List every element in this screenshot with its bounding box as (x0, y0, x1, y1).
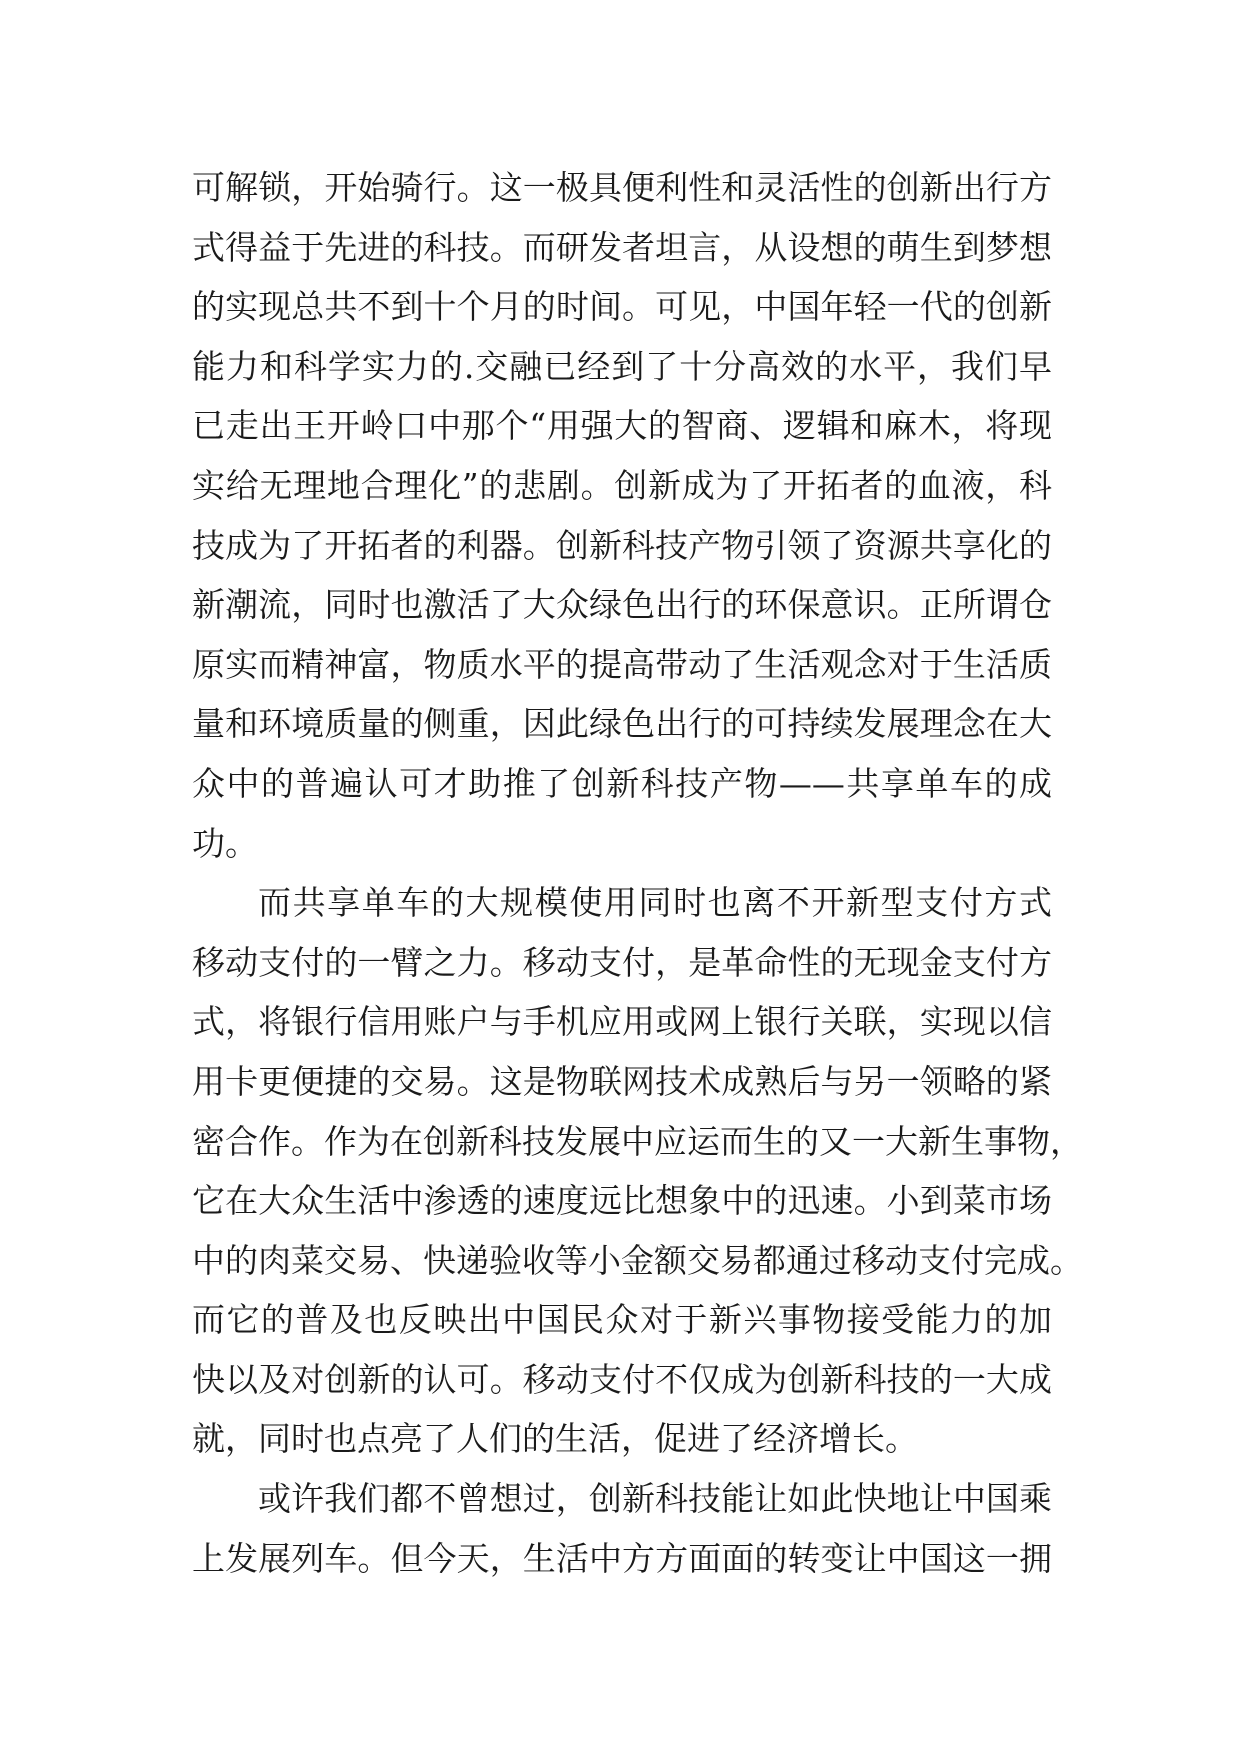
text-line: 中的肉菜交易、快递验收等小金额交易都通过移动支付完成。 (192, 1240, 1083, 1280)
text-line: 众中的普遍认可才助推了创新科技产物——共享单车的成 (192, 763, 1052, 803)
text-line: 快以及对创新的认可。移动支付不仅成为创新科技的一大成 (192, 1359, 1052, 1399)
text-line: 上发展列车。但今天，生活中方方面面的转变让中国这一拥 (192, 1538, 1052, 1578)
text-line: 原实而精神富，物质水平的提高带动了生活观念对于生活质 (192, 644, 1052, 684)
text-line: 或许我们都不曾想过，创新科技能让如此快地让中国乘 (258, 1479, 1052, 1519)
text-line: 移动支付的一臂之力。移动支付，是革命性的无现金支付方 (192, 942, 1052, 982)
text-line: 式得益于先进的科技。而研发者坦言，从设想的萌生到梦想 (192, 227, 1052, 267)
text-line: 技成为了开拓者的利器。创新科技产物引领了资源共享化的 (192, 525, 1052, 565)
text-line: 用卡更便捷的交易。这是物联网技术成熟后与另一领略的紧 (192, 1061, 1052, 1101)
text-line: 密合作。作为在创新科技发展中应运而生的又一大新生事物， (192, 1121, 1083, 1161)
text-line: 可解锁，开始骑行。这一极具便利性和灵活性的创新出行方 (192, 168, 1052, 207)
text-line: 已走出王开岭口中那个“用强大的智商、逻辑和麻木，将现 (192, 406, 1052, 446)
text-line: 而它的普及也反映出中国民众对于新兴事物接受能力的加 (192, 1300, 1052, 1340)
text-line: 的实现总共不到十个月的时间。可见，中国年轻一代的创新 (192, 287, 1052, 327)
text-line: 量和环境质量的侧重，因此绿色出行的可持续发展理念在大 (192, 704, 1052, 744)
text-line: 实给无理地合理化”的悲剧。创新成为了开拓者的血液，科 (192, 465, 1052, 505)
text-line: 而共享单车的大规模使用同时也离不开新型支付方式 (258, 883, 1052, 923)
document-body (192, 158, 1083, 1588)
text-line: 就，同时也点亮了人们的生活，促进了经济增长。 (192, 1419, 918, 1459)
text-line: 能力和科学实力的.交融已经到了十分高效的水平，我们早 (192, 346, 1052, 386)
text-line: 新潮流，同时也激活了大众绿色出行的环保意识。正所谓仓 (192, 585, 1052, 625)
text-line: 功。 (192, 823, 258, 863)
text-line: 式，将银行信用账户与手机应用或网上银行关联，实现以信 (192, 1002, 1052, 1042)
text-line: 它在大众生活中渗透的速度远比想象中的迅速。小到菜市场 (192, 1181, 1052, 1221)
